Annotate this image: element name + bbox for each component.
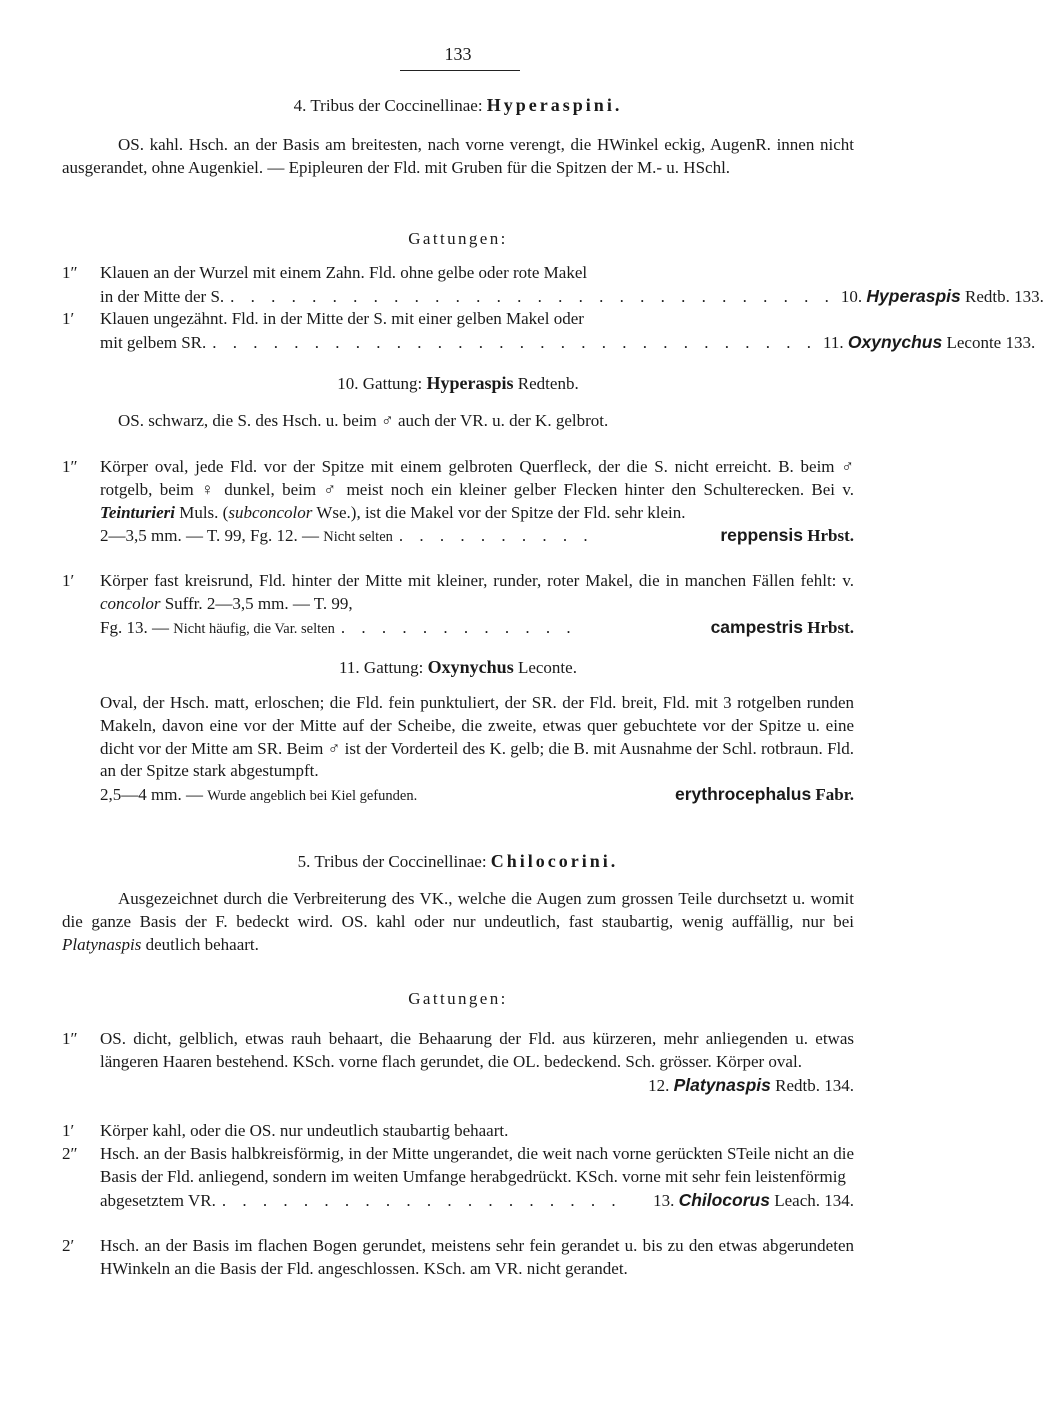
gattung-11-description: Oval, der Hsch. matt, erloschen; die Fld. fein punktuliert, der SR. der Fld. breit, Fld. mit 3 rotgelben runden Makeln, davon eine vor der Mitte auf der Scheibe, die zweite, etwas quer gebuchtete vor der Spitze u. eine dicht vor der Mitte am SR. Beim ♂ ist der Vorderteil des K. gelb; die B. mit Ausnahme der Schl. rotbraun. Fld. an der Spitze stark abgestumpft.: [100, 693, 854, 781]
species-measure: 2—3,5 mm. — T. 99, Fg. 12. —: [100, 526, 319, 546]
key-entry: [62, 1028, 854, 1097]
tribus-4-description: OS. kahl. Hsch. an der Basis am breitesten, nach vorne verengt, die HWinkel eckig, AugenR. innen nicht ausgerandet, ohne Augenkiel. — Epipleuren der Fld. mit Gruben für die Spitzen der M.- u. HSchl.: [62, 135, 854, 177]
species-note: Wurde angeblich bei Kiel gefunden.: [207, 788, 418, 805]
genus-number: 12.: [648, 1075, 670, 1095]
species-entry-text: Körper fast kreisrund, Fld. hinter der Mitte mit kleiner, runder, roter Makel, die in manchen Fällen fehlt: v.: [100, 571, 854, 590]
key-entry-text: Hsch. an der Basis halbkreisförmig, in der Mitte ungerandet, die weit nach vorne gerückten STeile nicht an die Basis der Fld. anliegend, sondern im weiten Umfange herabgedrückt. KSch. vorne mit sehr fein leistenförmig: [100, 1144, 854, 1186]
species-author: Hrbst.: [807, 617, 854, 637]
key-entry-text: OS. dicht, gelblich, etwas rauh behaart, die Behaarung der Fld. aus kürzeren, mehr anliegenden u. etwas längeren Haaren bestehend. KSch. vorne flach gerundet, die OL. bedeckend. Sch. grösser. Körper oval.: [100, 1029, 854, 1071]
tribus-5-description: [62, 888, 854, 956]
key-entry-line2: mit gelbem SR.: [100, 332, 207, 352]
tribus-5-gattungen-label: Gattungen:: [408, 989, 508, 1008]
species-entry-text-2: Muls. (: [179, 502, 229, 522]
key-entry: [62, 1143, 854, 1212]
key-entry-number: 2′: [62, 1236, 75, 1255]
key-entry-text: Klauen an der Wurzel mit einem Zahn. Fld. ohne gelbe oder rote Makel: [100, 263, 588, 282]
leader-dots: . . . . . . . . . .: [398, 526, 594, 546]
key-entry-number: 2″: [62, 1144, 78, 1163]
key-entry: [62, 262, 1044, 309]
leader-dots: . . . . . . . . . . . .: [340, 617, 577, 637]
key-entry: [62, 1120, 854, 1143]
gattung-11-name: Oxynychus: [427, 657, 514, 677]
tribus-4-gattungen-label: Gattungen:: [408, 229, 508, 248]
genus-number: 11.: [823, 332, 844, 352]
key-entry-number: 1′: [62, 309, 75, 328]
leader-dots: . . . . . . . . . . . . . . . . . . . .: [221, 1190, 622, 1210]
key-entry-number: 1″: [62, 263, 78, 282]
genus-name: Hyperaspis: [866, 285, 961, 306]
key-entry-number: 1″: [62, 1029, 78, 1048]
key-entry: [62, 1235, 854, 1281]
tribus-5-heading: [62, 850, 854, 873]
gattung-10-intro: OS. schwarz, die S. des Hsch. u. beim ♂ auch der VR. u. der K. gelbrot.: [118, 411, 609, 430]
species-frequency: Nicht häufig, die Var. selten: [173, 620, 335, 637]
tribus-5-description-a: Ausgezeichnet durch die Verbreiterung des VK., welche die Augen zum grossen Teile durchsetzt u. womit die ganze Basis der F. bedeckt wird. OS. kahl oder nur undeutlich, fast staubartig, wenig auffällig, nur bei: [62, 889, 854, 931]
genus-author: Leconte 133.: [946, 332, 1036, 352]
species-entry: [62, 456, 854, 549]
tribus-4-prefix: 4. Tribus der Coccinellinae:: [293, 96, 483, 115]
genus-name: Chilocorus: [678, 1189, 770, 1210]
species-entry-number: 1′: [62, 571, 75, 590]
variety-name: concolor: [100, 593, 161, 613]
variety-name: Teinturieri: [100, 502, 175, 522]
gattung-11-description-block: [100, 692, 854, 808]
genus-number: 10.: [840, 286, 863, 306]
gattung-10-name: Hyperaspis: [426, 373, 514, 393]
species-name: erythrocephalus: [675, 784, 812, 805]
gattung-11-heading: [62, 656, 854, 679]
genus-author: Leach. 134.: [774, 1190, 854, 1210]
species-frequency: Nicht selten: [323, 529, 393, 546]
species-author: Fabr.: [815, 785, 854, 805]
species-name: reppensis: [720, 525, 803, 546]
gattung-10-author: Redtenb.: [517, 374, 579, 393]
species-measure: Fg. 13. —: [100, 617, 169, 637]
gattung-10-prefix: 10. Gattung:: [337, 374, 423, 393]
species-entry-number: 1″: [62, 457, 78, 476]
tribus-4-heading: [62, 94, 854, 117]
genus-author: Redtb. 133.: [965, 286, 1044, 306]
gattung-10-heading: [62, 372, 854, 395]
synonym-name: subconcolor: [228, 502, 313, 522]
tribus-5-prefix: 5. Tribus der Coccinellinae:: [297, 852, 487, 871]
genus-name: Platynaspis: [673, 1074, 771, 1095]
species-entry-text-3: Wse.), ist die Makel vor der Spitze der Fld. sehr klein.: [316, 502, 686, 522]
tribus-4-name: Hyperaspini.: [486, 95, 623, 115]
leader-dots: . . . . . . . . . . . . . . . . . . . . . . . . . . . . . .: [230, 286, 835, 306]
page-number: 133: [444, 44, 472, 64]
genus-author: Redtb. 134.: [775, 1075, 854, 1095]
leader-dots: . . . . . . . . . . . . . . . . . . . . . . . . . . . . . .: [212, 332, 817, 352]
species-entry-text: Körper oval, jede Fld. vor der Spitze mit einem gelbroten Querfleck, der die S. nicht erreicht. B. beim ♂ rotgelb, beim ♀ dunkel, beim ♂ meist noch ein kleiner gelber Flecken hinter den Schulterecken. Bei v.: [100, 457, 854, 499]
page-number-rule: [400, 70, 520, 71]
species-measure: 2,5—4 mm. —: [100, 785, 203, 805]
key-entry-number: 1′: [62, 1121, 75, 1140]
key-entry-line-left: abgesetztem VR.: [100, 1190, 216, 1210]
key-entry: [62, 308, 1036, 355]
genus-number: 13.: [653, 1190, 675, 1210]
species-author: Hrbst.: [807, 526, 854, 546]
genus-name: Oxynychus: [847, 331, 943, 352]
key-entry-text: Körper kahl, oder die OS. nur undeutlich staubartig behaart.: [100, 1121, 509, 1140]
tribus-5-name: Chilocorini.: [490, 851, 619, 871]
tribus-5-description-genus: Platynaspis: [62, 934, 142, 954]
gattung-11-author: Leconte.: [517, 658, 577, 677]
key-entry-line2: in der Mitte der S.: [100, 286, 225, 306]
document-page: [62, 0, 1044, 1415]
species-entry-text-2: Suffr. 2—3,5 mm. — T. 99,: [164, 593, 353, 613]
species-entry: [62, 570, 854, 640]
key-entry-text: Klauen ungezähnt. Fld. in der Mitte der S. mit einer gelben Makel oder: [100, 309, 584, 328]
species-name: campestris: [710, 616, 803, 637]
tribus-5-description-b: deutlich behaart.: [145, 934, 259, 954]
key-entry-text: Hsch. an der Basis im flachen Bogen gerundet, meistens sehr fein gerandet u. bis zu den etwas abgerundeten HWinkeln an die Basis der Fld. angeschlossen. KSch. am VR. nicht gerandet.: [100, 1236, 854, 1278]
gattung-11-prefix: 11. Gattung:: [339, 658, 424, 677]
